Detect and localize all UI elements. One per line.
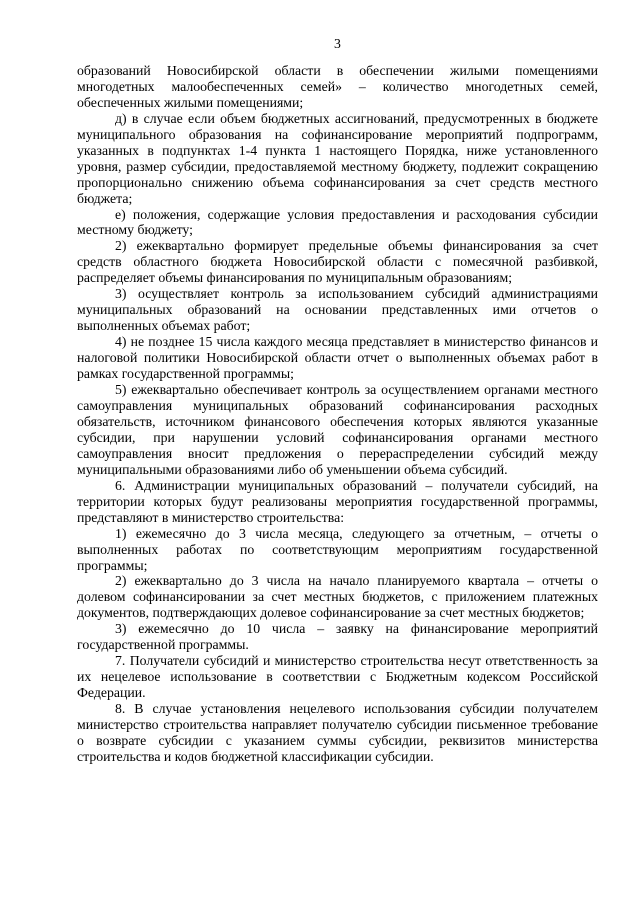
paragraph-section-7: 7. Получатели субсидий и министерство строительства несут ответственность за их нецелевое использование в соответствии с Бюджетным кодексом Российской Федерации.	[77, 653, 598, 701]
paragraph-item-e: е) положения, содержащие условия предоставления и расходования субсидии местному бюджету;	[77, 206, 598, 238]
paragraph-item-5: 5) ежеквартально обеспечивает контроль за осуществлением органами местного самоуправления муниципальных образований софинансирования расходных обязательств, источником финансового обеспечения которых являются указанные субсидии, при нарушении условий софинансирования органами местного самоуправления вносит предложения о перераспределении субсидий между муниципальными образованиями либо об уменьшении объема субсидий.	[77, 382, 598, 477]
paragraph-item-2: 2) ежеквартально формирует предельные объемы финансирования за счет средств областного бюджета Новосибирской области с помесячной разбивкой, распределяет объемы финансирования по муниципальным образованиям;	[77, 238, 598, 286]
paragraph-section-6-item-2: 2) ежеквартально до 3 числа на начало планируемого квартала – отчеты о долевом софинансировании за счет местных бюджетов, с приложением платежных документов, подтверждающих долевое софинансирование за счет местных бюджетов;	[77, 573, 598, 621]
paragraph-item-d: д) в случае если объем бюджетных ассигнований, предусмотренных в бюджете муниципального образования на софинансирование мероприятий подпрограмм, указанных в подпунктах 1-4 пункта 1 настоящего Порядка, ниже установленного уровня, размер субсидии, предоставляемой местному бюджету, подлежит сокращению пропорционально снижению объема софинансирования за счет средств местного бюджета;	[77, 110, 598, 206]
paragraph-section-6-item-1: 1) ежемесячно до 3 числа месяца, следующего за отчетным, – отчеты о выполненных работах по соответствующим мероприятиям государственной программы;	[77, 525, 598, 573]
paragraph-section-6-item-3: 3) ежемесячно до 10 числа – заявку на финансирование мероприятий государственной программы.	[77, 621, 598, 653]
paragraph-item-4: 4) не позднее 15 числа каждого месяца представляет в министерство финансов и налоговой политики Новосибирской области отчет о выполненных объемах работ в рамках государственной программы;	[77, 334, 598, 382]
paragraph-section-6: 6. Администрации муниципальных образований – получатели субсидий, на территории которых будут реализованы мероприятия государственной программы, представляют в министерство строительства:	[77, 477, 598, 525]
paragraph-continuation: образований Новосибирской области в обеспечении жилыми помещениями многодетных малообеспеченных семей» – количество многодетных семей, обеспеченных жилыми помещениями;	[77, 62, 598, 110]
page-number: 3	[334, 36, 341, 51]
paragraph-item-3: 3) осуществляет контроль за использованием субсидий администрациями муниципальных образований на основании представленных ими отчетов о выполненных объемах работ;	[77, 286, 598, 334]
paragraph-section-8: 8. В случае установления нецелевого использования субсидии получателем министерство строительства направляет получателю субсидии письменное требование о возврате субсидии с указанием суммы субсидии, реквизитов министерства строительства и кодов бюджетной классификации субсидии.	[77, 701, 598, 764]
